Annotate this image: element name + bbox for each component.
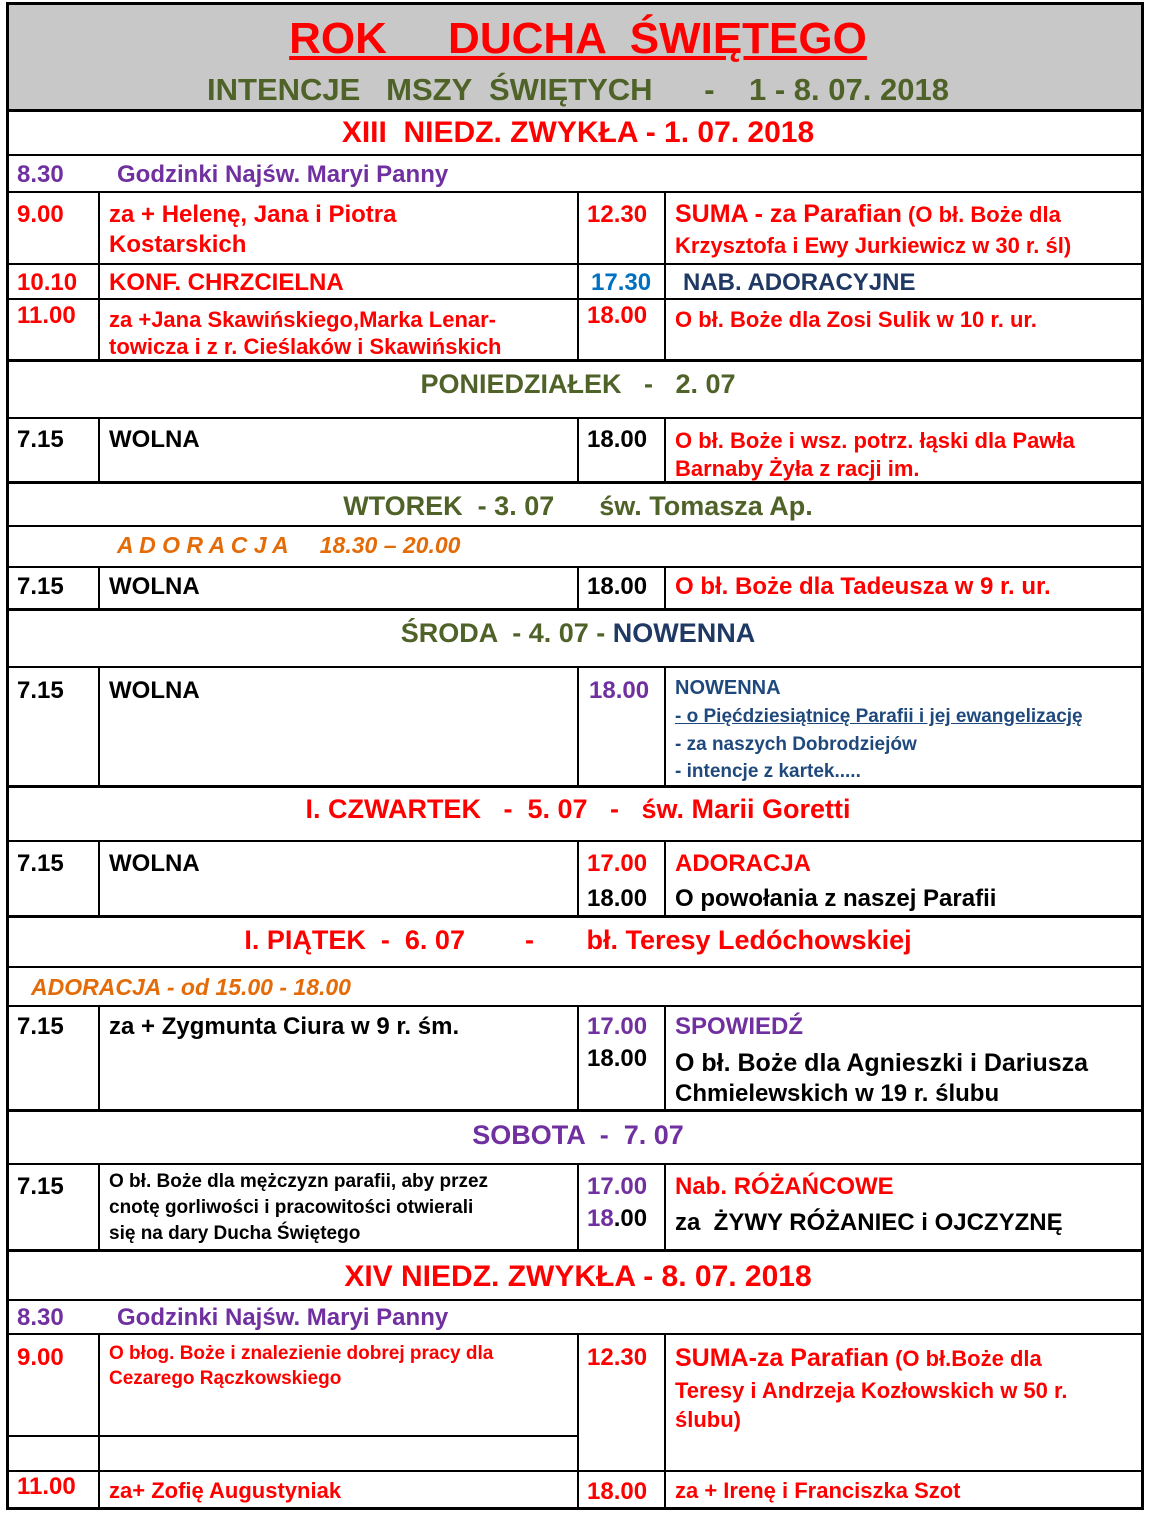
intention-text: Godzinki Najśw. Maryi Panny <box>117 1304 449 1331</box>
intention-text: O bł. Boże dla mężczyzn parafii, aby przez <box>109 1171 489 1192</box>
time-part: 18 <box>587 1205 614 1232</box>
time-label: 18.00 <box>587 1478 648 1505</box>
intention-text <box>675 201 1061 228</box>
divider <box>9 263 1141 265</box>
day-heading-part: NOWENNA <box>612 618 756 648</box>
time-label: 8.30 <box>17 161 64 188</box>
divider <box>9 608 1141 611</box>
novena-line: - o Pięćdziesiątnicę Parafii i jej ewangelizację <box>675 706 1083 727</box>
column-divider <box>664 566 666 608</box>
time-label: 7.15 <box>17 573 64 600</box>
day-heading-friday: I. PIĄTEK - 6. 07 - bł. Teresy Ledóchowskiej <box>244 925 912 955</box>
day-heading-sunday2: XIV NIEDZ. ZWYKŁA - 8. 07. 2018 <box>344 1260 812 1293</box>
divider <box>9 359 1141 362</box>
intention-text: WOLNA <box>109 677 200 704</box>
divider <box>9 1005 1141 1007</box>
adoration-note: ADORACJA - od 15.00 - 18.00 <box>31 974 351 1000</box>
time-label: 17.00 <box>587 850 648 877</box>
intention-text: WOLNA <box>109 573 200 600</box>
intention-text: za +Jana Skawińskiego,Marka Lenar- <box>109 307 497 332</box>
divider <box>9 1333 1141 1335</box>
time-label: 12.30 <box>587 201 648 228</box>
time-label: 7.15 <box>17 677 64 704</box>
time-label: 10.10 <box>17 269 78 296</box>
day-heading-saturday: SOBOTA - 7. 07 <box>472 1120 684 1150</box>
time-label: 18.00 <box>587 885 648 912</box>
intention-text: O błog. Boże i znalezienie dobrej pracy dla <box>109 1343 494 1364</box>
column-divider <box>577 191 579 359</box>
time-label: 17.00 <box>587 1173 648 1200</box>
time-label: 17.00 <box>587 1013 648 1040</box>
intention-text: za + Zygmunta Ciura w 9 r. śm. <box>109 1013 460 1040</box>
intention-text: cnotę gorliwości i pracowitości otwierali <box>109 1197 474 1218</box>
intention-text: Teresy i Andrzeja Kozłowskich w 50 r. <box>675 1378 1068 1403</box>
column-divider <box>577 1163 579 1249</box>
time-label: 18.00 <box>587 426 648 453</box>
page-title: ROK DUCHA ŚWIĘTEGO <box>289 14 867 63</box>
time-label: 12.30 <box>587 1344 648 1371</box>
column-divider <box>98 666 100 785</box>
adoration-note: A D O R A C J A 18.30 – 20.00 <box>117 532 461 558</box>
divider <box>9 666 1141 668</box>
time-label <box>587 1206 647 1232</box>
time-label: 11.00 <box>17 302 76 329</box>
intention-text: O bł. Boże i wsz. potrz. łąski dla Pawła <box>675 428 1075 453</box>
intention-text: WOLNA <box>109 426 200 453</box>
column-divider <box>98 191 100 359</box>
time-label: 9.00 <box>17 1344 64 1371</box>
day-heading-thursday: I. CZWARTEK - 5. 07 - św. Marii Goretti <box>305 794 851 824</box>
divider <box>9 1435 577 1437</box>
column-divider <box>664 1005 666 1109</box>
intention-text: za+ Zofię Augustyniak <box>109 1478 342 1503</box>
intention-text: towicza i z r. Cieślaków i Skawińskich <box>109 334 502 359</box>
intention-part: RÓŻAŃCOWE <box>733 1173 894 1200</box>
novena-title: NOWENNA <box>675 677 781 699</box>
time-label: 7.15 <box>17 850 64 877</box>
time-label: 18.00 <box>589 677 650 704</box>
page-subtitle: INTENCJE MSZY ŚWIĘTYCH - 1 - 8. 07. 2018 <box>207 72 949 107</box>
column-divider <box>98 417 100 481</box>
day-heading-tuesday: WTOREK - 3. 07 św. Tomasza Ap. <box>343 491 813 521</box>
column-divider <box>664 1333 666 1507</box>
column-divider <box>664 191 666 359</box>
divider <box>9 481 1141 484</box>
column-divider <box>664 666 666 785</box>
time-label: 18.00 <box>587 573 648 600</box>
intention-text: SPOWIEDŹ <box>675 1013 804 1040</box>
divider <box>9 1470 1141 1472</box>
intention-part: Nab. <box>675 1173 734 1200</box>
intention-text: KONF. CHRZCIELNA <box>109 269 344 296</box>
intention-text: O bł. Boże dla Zosi Sulik w 10 r. ur. <box>675 307 1037 332</box>
divider <box>9 1299 1141 1301</box>
intention-text: za + Irenę i Franciszka Szot <box>675 1478 961 1503</box>
intention-text: Godzinki Najśw. Maryi Panny <box>117 161 449 188</box>
day-heading-sunday1: XIII NIEDZ. ZWYKŁA - 1. 07. 2018 <box>341 116 815 149</box>
intention-main: SUMA - za Parafian <box>675 200 902 228</box>
intention-text: Cezarego Rączkowskiego <box>109 1368 342 1389</box>
intention-text: ADORACJA <box>675 850 812 877</box>
intention-detail: (O bł.Boże dla <box>888 1346 1042 1371</box>
intention-text: Krzysztofa i Ewy Jurkiewicz w 30 r. śl) <box>675 233 1072 258</box>
divider <box>9 417 1141 419</box>
divider <box>9 191 1141 193</box>
column-divider <box>664 840 666 915</box>
intention-text: Barnaby Żyła z racji im. <box>675 456 920 481</box>
time-label: 9.00 <box>17 201 64 228</box>
intention-text: NAB. ADORACYJNE <box>683 269 916 296</box>
intention-text: Chmielewskich w 19 r. ślubu <box>675 1080 1000 1107</box>
column-divider <box>577 840 579 915</box>
intention-text: Kostarskich <box>109 231 247 258</box>
intention-text: O powołania z naszej Parafii <box>675 885 997 912</box>
column-divider <box>577 417 579 481</box>
time-label: 11.00 <box>17 1473 76 1500</box>
divider <box>9 785 1141 788</box>
day-heading-part: ŚRODA - 4. 07 - <box>400 618 613 648</box>
column-divider <box>577 666 579 785</box>
divider <box>9 298 1141 300</box>
divider <box>9 840 1141 842</box>
schedule-sheet <box>6 2 1144 1510</box>
day-heading-wednesday <box>9 619 1147 648</box>
intention-text <box>675 1174 894 1200</box>
column-divider <box>98 840 100 915</box>
column-divider <box>98 1005 100 1109</box>
day-heading-monday: PONIEDZIAŁEK - 2. 07 <box>420 369 736 399</box>
column-divider <box>98 1333 100 1507</box>
divider <box>9 1163 1141 1165</box>
intention-text: WOLNA <box>109 850 200 877</box>
intention-detail: (O bł. Boże dla <box>901 202 1061 227</box>
intention-text: ślubu) <box>675 1407 741 1432</box>
intention-text: za + Helenę, Jana i Piotra <box>109 201 397 228</box>
time-part: .00 <box>613 1205 648 1232</box>
divider <box>9 1109 1141 1112</box>
divider <box>9 915 1141 918</box>
column-divider <box>98 1163 100 1249</box>
column-divider <box>98 566 100 608</box>
divider <box>9 154 1141 156</box>
time-label: 18.00 <box>587 302 648 329</box>
time-label: 7.15 <box>17 1173 64 1200</box>
column-divider <box>577 1333 579 1507</box>
intention-text: O bł. Boże dla Agnieszki i Dariusza <box>675 1049 1089 1077</box>
time-label: 7.15 <box>17 1013 64 1040</box>
intention-text: się na dary Ducha Świętego <box>109 1223 361 1244</box>
intention-text <box>675 1345 1042 1372</box>
column-divider <box>577 1005 579 1109</box>
time-label: 18.00 <box>587 1045 648 1072</box>
divider <box>9 525 1141 527</box>
novena-line: - za naszych Dobrodziejów <box>675 734 917 755</box>
divider <box>9 109 1141 112</box>
column-divider <box>664 1163 666 1249</box>
time-label: 17.30 <box>591 269 652 296</box>
intention-text: O bł. Boże dla Tadeusza w 9 r. ur. <box>675 573 1051 600</box>
divider <box>9 1249 1141 1252</box>
column-divider <box>664 417 666 481</box>
intention-text: za ŻYWY RÓŻANIEC i OJCZYZNĘ <box>675 1209 1063 1236</box>
time-label: 8.30 <box>17 1304 64 1331</box>
novena-line: - intencje z kartek..... <box>675 761 861 782</box>
time-label: 7.15 <box>17 426 64 453</box>
divider <box>9 966 1141 968</box>
intention-main: SUMA-za Parafian <box>675 1344 889 1372</box>
column-divider <box>577 566 579 608</box>
divider <box>9 566 1141 568</box>
